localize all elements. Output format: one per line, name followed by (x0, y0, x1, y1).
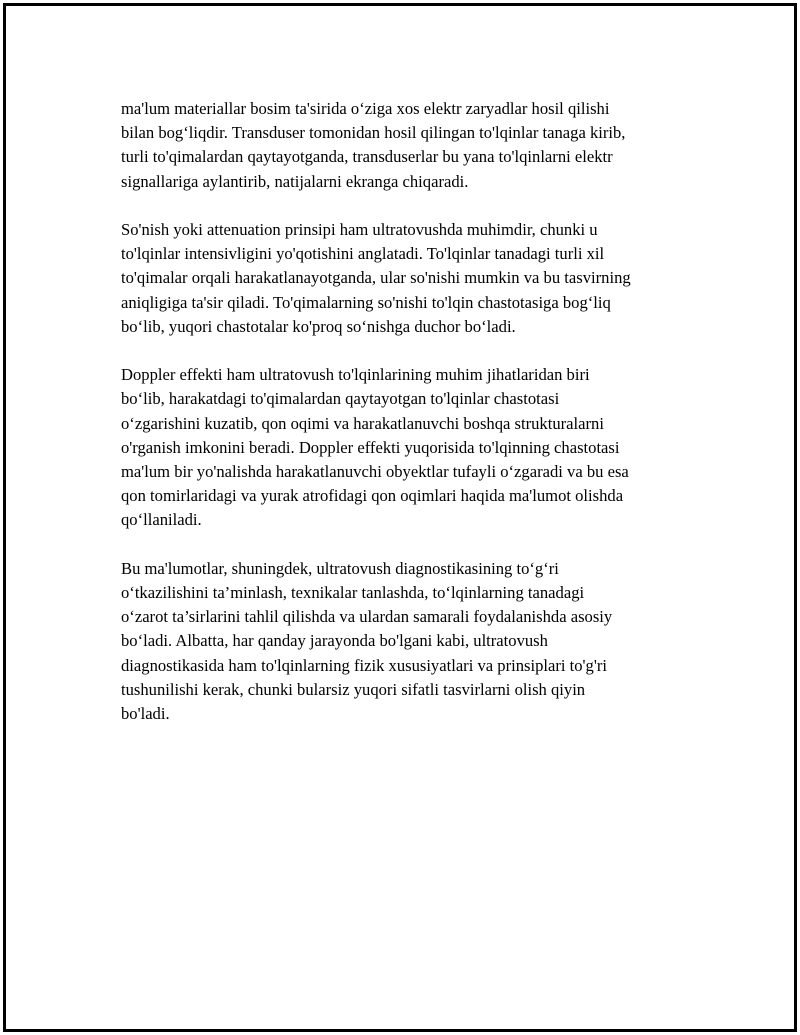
document-body (121, 97, 696, 750)
page-frame (3, 3, 797, 1032)
paragraph-attenuation: So'nish yoki attenuation prinsipi ham ultratovushda muhimdir, chunki u to'lqinlar intensivligini yo'qotishini anglatadi. To'lqinlar tanadagi turli xil to'qimalar orqali harakatlanayotganda, ular so'nishi mumkin va bu tasvirning aniqligiga ta'sir qiladi. To'qimalarning so'nishi to'lqin chastotasiga bog‘liq bo‘lib, yuqori chastotalar ko'proq so‘nishga duchor bo‘ladi. (121, 220, 631, 336)
paragraph-doppler-effect: Doppler effekti ham ultratovush to'lqinlarining muhim jihatlaridan biri bo‘lib, harakatdagi to'qimalardan qaytayotgan to'lqinlar chastotasi o‘zgarishini kuzatib, qon oqimi va harakatlanuvchi boshqa strukturalarni o'rganish imkonini beradi. Doppler effekti yuqorisida to'lqinning chastotasi ma'lum bir yo'nalishda harakatlanuvchi obyektlar tufayli o‘zgaradi va bu esa qon tomirlaridagi va yurak atrofidagi qon oqimlari haqida ma'lumot olishda qo‘llaniladi. (121, 365, 629, 530)
paragraph-piezoelectric: ma'lum materiallar bosim ta'sirida o‘ziga xos elektr zaryadlar hosil qilishi bilan bog‘liqdir. Transduser tomonidan hosil qilingan to'lqinlar tanaga kirib, turli to'qimalardan qaytayotganda, transduserlar bu yana to'lqinlarni elektr signallariga aylantirib, natijalarni ekranga chiqaradi. (121, 99, 626, 191)
paragraph-conclusion: Bu ma'lumotlar, shuningdek, ultratovush diagnostikasining to‘g‘ri o‘tkazilishini ta’minlash, texnikalar tanlashda, to‘lqinlarning tanadagi o‘zarot ta’sirlarini tahlil qilishda va ulardan samarali foydalanishda asosiy bo‘ladi. Albatta, har qanday jarayonda bo'lgani kabi, ultratovush diagnostikasida ham to'lqinlarning fizik xususiyatlari va prinsiplari to'g'ri tushunilishi kerak, chunki bularsiz yuqori sifatli tasvirlarni olish qiyin bo'ladi. (121, 558, 613, 724)
